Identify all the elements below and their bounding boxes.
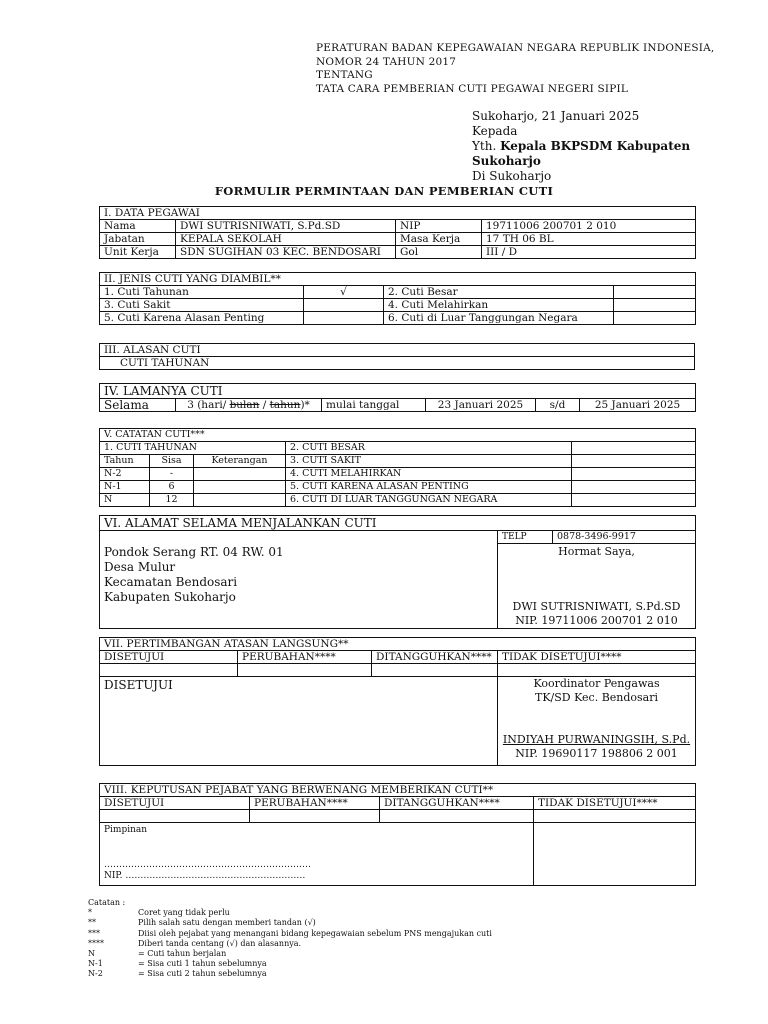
empty-cell (100, 531, 498, 544)
telp-value: 0878-3496-9917 (553, 531, 696, 544)
note-item (88, 908, 492, 918)
decision-cell (498, 664, 696, 677)
cuti-sakit-option: 3. Cuti Sakit (100, 299, 304, 312)
check-mark: √ (304, 286, 384, 299)
alasan-value: CUTI TAHUNAN (100, 357, 695, 370)
decision-cell (534, 810, 696, 823)
sisa-n1: 6 (150, 481, 194, 494)
signature-cell (498, 544, 696, 629)
sisa-n: 12 (150, 494, 194, 507)
durasi-post: )* (300, 399, 310, 411)
mulai-label: mulai tanggal (322, 399, 426, 412)
cuti-luar-tanggungan-row: 6. CUTI DI LUAR TANGGUNGAN NEGARA (286, 494, 572, 507)
cuti-alasan-penting-option: 5. Cuti Karena Alasan Penting (100, 312, 304, 325)
section-pertimbangan-atasan (99, 637, 696, 766)
check-cell (304, 299, 384, 312)
pimpinan-signature-line: …………………………………………………………… (104, 860, 311, 870)
note-key: N-2 (88, 969, 103, 979)
tahun-n2: N-2 (100, 468, 150, 481)
decision-cell (250, 810, 380, 823)
jabatan-label: Jabatan (100, 233, 176, 246)
header-line: TATA CARA PEMBERIAN CUTI PEGAWAI NEGERI SIPIL (316, 82, 629, 95)
to-label: Kepada (472, 124, 518, 138)
recipient-2: Sukoharjo (472, 154, 541, 168)
cuti-tahunan-label: 1. CUTI TAHUNAN (100, 442, 286, 455)
address-line: Pondok Serang RT. 04 RW. 01 (104, 544, 284, 559)
hormat-saya: Hormat Saya, (558, 545, 635, 558)
empty-cell (572, 442, 696, 455)
section-title: II. JENIS CUTI YANG DIAMBIL** (100, 273, 696, 286)
check-cell (304, 312, 384, 325)
section-catatan-cuti (99, 428, 696, 507)
note-text: Diberi tanda centang (√) dan alasannya. (138, 938, 302, 948)
bulan-struck: bulan (229, 399, 260, 411)
telp-label: TELP (498, 531, 553, 544)
perubahan-header: PERUBAHAN**** (250, 797, 380, 810)
address-cell (100, 544, 498, 629)
section-title: VI. ALAMAT SELAMA MENJALANKAN CUTI (100, 516, 696, 531)
disetujui-header: DISETUJUI (100, 651, 238, 664)
gol-value: III / D (482, 246, 696, 259)
decision-value: DISETUJUI (100, 677, 498, 766)
form-title: FORMULIR PERMINTAAN DAN PEMBERIAN CUTI (214, 184, 554, 198)
section-title: VIII. KEPUTUSAN PEJABAT YANG BERWENANG MEMBERIKAN CUTI** (100, 784, 696, 797)
ket-n (194, 494, 286, 507)
cuti-melahirkan-option: 4. Cuti Melahirkan (384, 299, 614, 312)
col-keterangan: Keterangan (194, 455, 286, 468)
ditangguhkan-header: DITANGGUHKAN**** (380, 797, 534, 810)
note-item (88, 918, 492, 928)
note-item (88, 959, 492, 969)
atasan-jabatan-2: TK/SD Kec. Bendosari (535, 691, 659, 704)
section-jenis-cuti (99, 272, 696, 325)
unit-label: Unit Kerja (100, 246, 176, 259)
tahun-n1: N-1 (100, 481, 150, 494)
masa-kerja-value: 17 TH 06 BL (482, 233, 696, 246)
recipient-line (472, 139, 690, 154)
yth-label: Yth. (472, 139, 501, 153)
decision-cell (380, 810, 534, 823)
check-cell (614, 299, 696, 312)
disetujui-header: DISETUJUI (100, 797, 250, 810)
durasi-sep: / (259, 399, 270, 411)
section-lamanya-cuti (99, 383, 696, 412)
atasan-nip: NIP. 19690117 198806 2 001 (515, 747, 678, 760)
recipient-line-2 (472, 154, 690, 169)
note-item (88, 929, 492, 939)
nama-value: DWI SUTRISNIWATI, S.Pd.SD (176, 220, 396, 233)
tidak-disetujui-header: TIDAK DISETUJUI**** (534, 797, 696, 810)
note-text: Diisi oleh pejabat yang menangani bidang kepegawaian sebelum PNS mengajukan cuti (138, 928, 492, 938)
atasan-signature-cell (498, 677, 696, 766)
unit-value: SDN SUGIHAN 03 KEC. BENDOSARI (176, 246, 396, 259)
pimpinan-cell (100, 823, 534, 886)
cuti-besar-row: 2. CUTI BESAR (286, 442, 572, 455)
address-line: Kecamatan Bendosari (104, 574, 238, 589)
durasi-pre: 3 (hari/ (187, 399, 230, 411)
tahun-n: N (100, 494, 150, 507)
nama-label: Nama (100, 220, 176, 233)
ket-n2 (194, 468, 286, 481)
tahun-struck: tahun (269, 399, 301, 411)
check-cell (614, 286, 696, 299)
selama-label: Selama (100, 399, 176, 412)
nip-value: 19711006 200701 2 010 (482, 220, 696, 233)
gol-label: Gol (396, 246, 482, 259)
pimpinan-label: Pimpinan (104, 825, 148, 835)
check-cell (614, 312, 696, 325)
note-item (88, 939, 492, 949)
decision-cell (372, 664, 498, 677)
address-line: Kabupaten Sukoharjo (104, 589, 236, 604)
durasi-value (176, 399, 322, 412)
empty-cell (572, 455, 696, 468)
masa-kerja-label: Masa Kerja (396, 233, 482, 246)
empty-cell (572, 468, 696, 481)
cuti-melahirkan-row: 4. CUTI MELAHIRKAN (286, 468, 572, 481)
section-title: V. CATATAN CUTI*** (100, 429, 696, 442)
place-date: Sukoharjo, 21 Januari 2025 (472, 109, 640, 123)
section-title: I. DATA PEGAWAI (100, 207, 696, 220)
note-text: Coret yang tidak perlu (138, 908, 230, 918)
signer-nip: NIP. 19711006 200701 2 010 (515, 614, 678, 627)
jabatan-value: KEPALA SEKOLAH (176, 233, 396, 246)
recipient-location: Di Sukoharjo (472, 169, 552, 183)
section-data-pegawai (99, 206, 696, 259)
note-text: = Sisa cuti 2 tahun sebelumnya (138, 969, 267, 979)
address-block (472, 109, 690, 184)
tidak-disetujui-header: TIDAK DISETUJUI**** (498, 651, 696, 664)
sisa-n2: - (150, 468, 194, 481)
cuti-besar-option: 2. Cuti Besar (384, 286, 614, 299)
col-tahun: Tahun (100, 455, 150, 468)
notes-title: Catatan : (88, 898, 126, 907)
note-item (88, 949, 492, 959)
perubahan-header: PERUBAHAN**** (238, 651, 372, 664)
cuti-sakit-row: 3. CUTI SAKIT (286, 455, 572, 468)
decision-cell (100, 810, 250, 823)
note-key: *** (88, 928, 100, 938)
section-title: IV. LAMANYA CUTI (100, 384, 696, 399)
header-line: NOMOR 24 TAHUN 2017 (316, 55, 457, 68)
empty-cell (534, 823, 696, 886)
empty-cell (572, 481, 696, 494)
note-key: N (88, 949, 95, 959)
note-item (88, 969, 492, 979)
header-line: PERATURAN BADAN KEPEGAWAIAN NEGARA REPUBLIK INDONESIA, (316, 42, 715, 54)
ditangguhkan-header: DITANGGUHKAN**** (372, 651, 498, 664)
empty-cell (572, 494, 696, 507)
cuti-luar-tanggungan-option: 6. Cuti di Luar Tanggungan Negara (384, 312, 614, 325)
cuti-alasan-penting-row: 5. CUTI KARENA ALASAN PENTING (286, 481, 572, 494)
nip-label: NIP (396, 220, 482, 233)
note-text: = Sisa cuti 1 tahun sebelumnya (138, 959, 267, 969)
section-alasan-cuti (99, 343, 695, 370)
col-sisa: Sisa (150, 455, 194, 468)
decision-cell (100, 664, 238, 677)
recipient: Kepala BKPSDM Kabupaten (500, 139, 691, 153)
end-date: 25 Januari 2025 (580, 399, 696, 412)
pimpinan-nip: NIP. …………………………………………………… (104, 871, 306, 881)
section-keputusan-pejabat (99, 783, 696, 886)
section-alamat (99, 515, 696, 629)
sd-label: s/d (536, 399, 580, 412)
notes (88, 898, 492, 980)
signer-name: DWI SUTRISNIWATI, S.Pd.SD (512, 600, 681, 613)
atasan-name: INDIYAH PURWANINGSIH, S.Pd. (502, 733, 691, 746)
header-line: TENTANG (316, 69, 373, 81)
note-key: N-1 (88, 959, 103, 969)
section-title: VII. PERTIMBANGAN ATASAN LANGSUNG** (100, 638, 696, 651)
start-date: 23 Januari 2025 (426, 399, 536, 412)
note-text: = Cuti tahun berjalan (138, 949, 227, 959)
note-key: **** (88, 938, 104, 948)
atasan-jabatan-1: Koordinator Pengawas (533, 677, 660, 690)
decision-cell (238, 664, 372, 677)
section-title: III. ALASAN CUTI (100, 344, 695, 357)
regulation-header (316, 42, 714, 96)
cuti-tahunan-option: 1. Cuti Tahunan (100, 286, 304, 299)
note-key: ** (88, 918, 96, 928)
note-key: * (88, 908, 92, 918)
address-line: Desa Mulur (104, 559, 176, 574)
note-text: Pilih salah satu dengan memberi tandan (√) (138, 918, 316, 928)
ket-n1 (194, 481, 286, 494)
